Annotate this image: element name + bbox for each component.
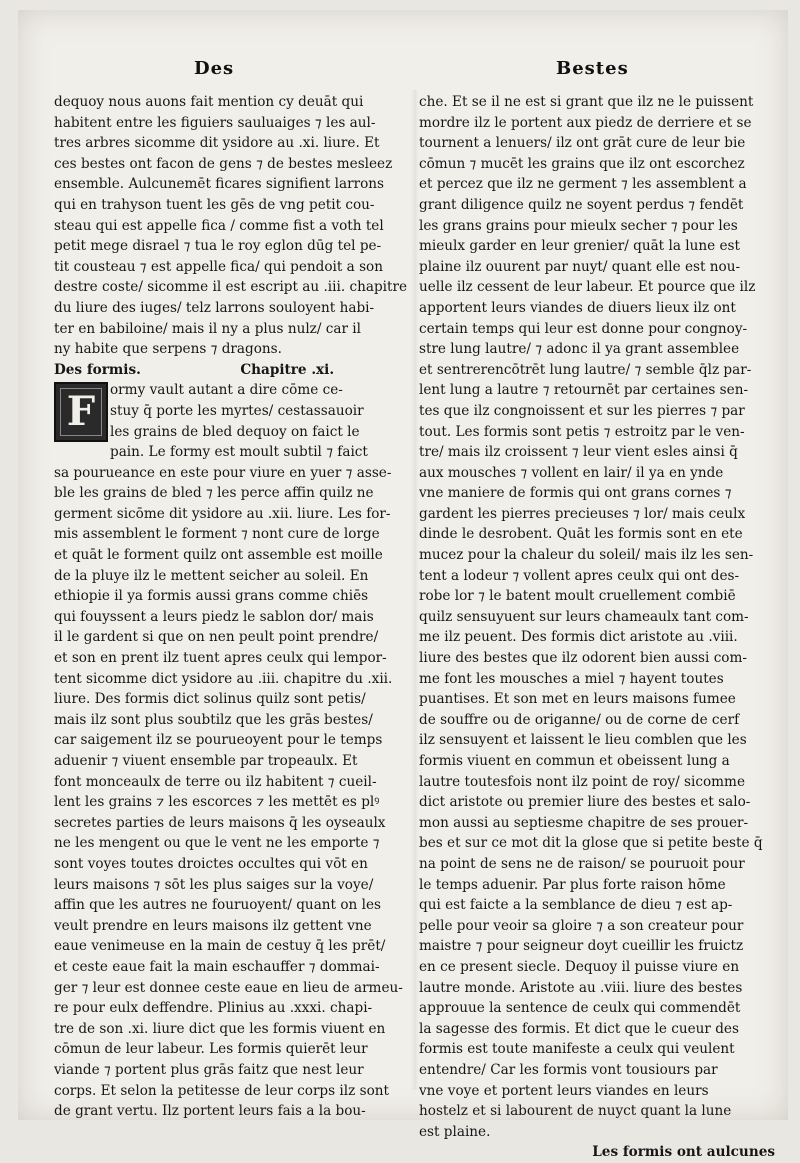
left-column [54, 92, 410, 1122]
text-line: leurs maisons ⁊ sōt les plus saiges sur la voye/ [54, 876, 374, 893]
text-line: petit mege disrael ⁊ tua le roy eglon dūg tel pe- [54, 238, 382, 255]
text-line: et ceste eaue fait la main eschauffer ⁊ dommai- [54, 958, 380, 975]
text-line: stre lung lautre/ ⁊ adonc il ya grant assemblee [419, 341, 740, 358]
text-line: tes que ilz congnoissent et sur les pierres ⁊ par [419, 402, 745, 419]
text-line: uelle ilz cessent de leur labeur. Et pource que ilz [419, 279, 756, 296]
text-line: veult prendre en leurs maisons ilz gettent vne [54, 917, 372, 934]
text-line: lent les grains ⁊ les escorces ⁊ les mettēt es plꝰ [54, 794, 380, 811]
text-line: aux mousches ⁊ vollent en lair/ il ya en ynde [419, 464, 724, 481]
text-line: tre/ mais ilz croissent ⁊ leur vient esles ainsi q̄ [419, 444, 738, 461]
text-line: mordre ilz le portent aux piedz de derriere et se [419, 114, 752, 131]
text-line: mieulx garder en leur grenier/ quāt la lune est [419, 238, 740, 255]
text-line: pain. Le formy est moult subtil ⁊ faict [110, 444, 368, 461]
text-line: font monceaulx de terre ou ilz habitent ⁊ cueil- [54, 773, 377, 790]
text-line: apportent leurs viandes de diuers lieux ilz ont [419, 299, 736, 316]
text-line: ble les grains de bled ⁊ les perce affin quilz ne [54, 485, 374, 502]
text-line: ormy vault autant a dire cōme ce- [110, 382, 343, 399]
text-line: na point de sens ne de raison/ se pouruoit pour [419, 855, 745, 872]
text-line: aduenir ⁊ viuent ensemble par tropeaulx. Et [54, 753, 358, 769]
chapter-body-right [419, 92, 775, 1142]
text-line: dequoy nous auons fait mention cy deuāt qui [54, 94, 364, 110]
text-line: qui est faicte a la semblance de dieu ⁊ est ap- [419, 897, 733, 914]
text-line: germent sicōme dit ysidore au .xii. liure. Les for- [54, 505, 391, 522]
text-line: vne voye et portent leurs viandes en leurs [419, 1082, 709, 1099]
running-head-left: Des [194, 58, 235, 79]
text-line: ilz sensuyent et laissent le lieu comblen que les [419, 732, 747, 749]
text-line: du liure des iuges/ telz larrons souloyent habi- [54, 299, 375, 316]
text-line: est plaine. [419, 1123, 491, 1140]
text-line: sont voyes toutes droictes occultes qui vōt en [54, 855, 368, 872]
text-line: secretes parties de leurs maisons q̄ les oyseaulx [54, 814, 386, 831]
text-line: cōmun ⁊ mucēt les grains que ilz ont escorchez [419, 155, 745, 172]
text-line: plaine ilz ouurent par nuyt/ quant elle est nou- [419, 258, 741, 275]
text-line: et percez que ilz ne germent ⁊ les assemblent a [419, 176, 747, 193]
text-line: ethiopie il ya formis aussi grans comme chiēs [54, 588, 369, 605]
text-line: les grans grains pour mieulx secher ⁊ pour les [419, 217, 738, 234]
chapter-body-left [54, 463, 410, 1122]
text-line: et quāt le forment quilz ont assemble est moille [54, 547, 383, 564]
text-line: les grains de bled dequoy on faict le [110, 423, 360, 440]
text-line: tout. Les formis sont petis ⁊ estroitz par le ven- [419, 423, 745, 440]
text-line: mais ilz sont plus soubtilz que les grās bestes/ [54, 711, 373, 728]
book-page [18, 10, 788, 1161]
text-line: la sagesse des formis. Et dict que le cueur des [419, 1020, 739, 1037]
text-line: corps. Et selon la petitesse de leur corps ilz sont [54, 1082, 389, 1099]
text-line: affin que les autres ne fouruoyent/ quant on les [54, 897, 381, 914]
text-line: me font les mousches a miel ⁊ hayent toutes [419, 670, 724, 687]
text-line: et son en prent ilz tuent apres ceulx qui lempor- [54, 650, 387, 667]
text-line: hostelz et si labourent de nuyct quant la lune [419, 1103, 732, 1120]
text-line: qui en trahyson tuent les gēs de vng petit cou- [54, 196, 375, 213]
running-head-right: Bestes [556, 58, 629, 79]
text-line: ny habite que serpens ⁊ dragons. [54, 341, 282, 358]
text-line: mucez pour la chaleur du soleil/ mais ilz les sen- [419, 547, 754, 564]
text-line: che. Et se il ne est si grant que ilz ne le puissent [419, 94, 754, 110]
chapter-heading [54, 360, 410, 381]
text-line: dinde le desrobent. Quāt les formis sont en ete [419, 526, 743, 543]
text-line: robe lor ⁊ le batent moult cruellement combiē [419, 588, 736, 605]
text-line: ger ⁊ leur est donnee ceste eaue en lieu de armeu- [54, 979, 403, 996]
text-line: tent a lodeur ⁊ vollent apres ceulx qui ont des- [419, 567, 740, 584]
text-line: eaue venimeuse en la main de cestuy q̄ les prēt/ [54, 938, 386, 955]
text-line: il le gardent si que on nen peult point prendre/ [54, 629, 379, 646]
text-line: re pour eulx deffendre. Plinius au .xxxi. chapi- [54, 1000, 373, 1017]
text-line: ter en babiloine/ mais il ny a plus nulz/ car il [54, 320, 361, 337]
text-line: habitent entre les figuiers sauluaiges ⁊ les aul- [54, 114, 376, 131]
text-line: tre de son .xi. liure dict que les formis viuent en [54, 1020, 386, 1037]
text-line: liure des bestes que ilz odorent bien aussi com- [419, 650, 747, 667]
text-line: tit cousteau ⁊ est appelle fica/ qui pendoit a son [54, 258, 383, 275]
text-line: ensemble. Aulcunemēt ficares signifient larrons [54, 176, 385, 193]
text-line: de la pluye ilz le mettent seicher au soleil. En [54, 567, 369, 584]
text-line: lent lung a lautre ⁊ retournēt par certaines sen- [419, 382, 749, 399]
right-column [419, 92, 775, 1163]
text-line: formis est toute manifeste a ceulx qui veulent [419, 1041, 735, 1058]
text-line: bes et sur ce mot dit la glose que si petite beste q̄ [419, 835, 763, 852]
text-line: cōmun de leur labeur. Les formis quierēt leur [54, 1041, 368, 1058]
text-line: viande ⁊ portent plus grās faitz que nest leur [54, 1061, 364, 1078]
text-line: tres arbres sicomme dit ysidore au .xi. liure. Et [54, 135, 380, 152]
text-line: car saigement ilz se pourueoyent pour le temps [54, 732, 383, 749]
text-line: vne maniere de formis qui ont grans cornes ⁊ [419, 485, 732, 502]
decorated-initial: F [54, 382, 108, 442]
text-line: grant diligence quilz ne soyent perdus ⁊ fendēt [419, 196, 744, 213]
text-line: maistre ⁊ pour seigneur doyt cueillir les fruictz [419, 938, 744, 955]
text-line: mis assemblent le forment ⁊ nont cure de lorge [54, 526, 380, 543]
closing-line: Les formis ont aulcunes [592, 1144, 775, 1161]
text-line: certain temps qui leur est donne pour congnoy- [419, 320, 748, 337]
intro-text-block [54, 92, 410, 360]
text-line: entendre/ Car les formis vont tousiours par [419, 1061, 718, 1078]
text-line: approuue la sentence de ceulx qui commendēt [419, 1000, 741, 1017]
text-line: en ce present siecle. Dequoy il puisse viure en [419, 958, 740, 975]
text-line: puantises. Et son met en leurs maisons fumee [419, 691, 736, 708]
text-line: stuy q̄ porte les myrtes/ cestassauoir [110, 402, 364, 419]
chapter-label: Chapitre .xi. [240, 361, 335, 378]
text-line: lautre toutesfois nont ilz point de roy/ sicomme [419, 773, 745, 790]
text-line: steau qui est appelle fica / comme fist a voth tel [54, 217, 384, 234]
text-line: de grant vertu. Ilz portent leurs fais a la bou- [54, 1103, 366, 1120]
dropcap-paragraph [54, 380, 410, 462]
text-line: formis viuent en commun et obeissent lung a [419, 753, 730, 769]
text-line: le temps aduenir. Par plus forte raison hōme [419, 876, 726, 893]
text-line: qui fouyssent a leurs piedz le sablon dor/ mais [54, 608, 374, 625]
text-line: lautre monde. Aristote au .viii. liure des bestes [419, 979, 743, 996]
text-line: et sentrerencōtrēt lung lautre/ ⁊ semble q̄lz par- [419, 361, 752, 378]
text-line: tournent a lenuers/ ilz ont grāt cure de leur bie [419, 135, 746, 152]
text-line: gardent les pierres precieuses ⁊ lor/ mais ceulx [419, 505, 746, 522]
chapter-title: Des formis. [54, 361, 141, 378]
text-line: de souffre ou de origanne/ ou de corne de cerf [419, 711, 740, 728]
text-line: pelle pour veoir sa gloire ⁊ a son createur pour [419, 917, 744, 934]
gutter-divider [411, 90, 419, 1090]
text-line: liure. Des formis dict solinus quilz sont petis/ [54, 691, 366, 708]
text-line: ne les mengent ou que le vent ne les emporte ⁊ [54, 835, 380, 852]
text-line: me ilz peuent. Des formis dict aristote au .viii. [419, 629, 738, 646]
text-line: tent sicomme dict ysidore au .iii. chapitre du .xii. [54, 670, 393, 687]
text-line: sa pourueance en este pour viure en yuer ⁊ asse- [54, 464, 392, 481]
text-line: ces bestes ont facon de gens ⁊ de bestes mesleez [54, 155, 393, 172]
text-line: quilz sensuyuent sur leurs chameaulx tant com- [419, 608, 749, 625]
text-line: mon aussi au septiesme chapitre de ses prouer- [419, 814, 749, 831]
text-line: dict aristote ou premier liure des bestes et salo- [419, 794, 751, 811]
text-line: destre coste/ sicomme il est escript au .iii. chapitre [54, 279, 407, 296]
